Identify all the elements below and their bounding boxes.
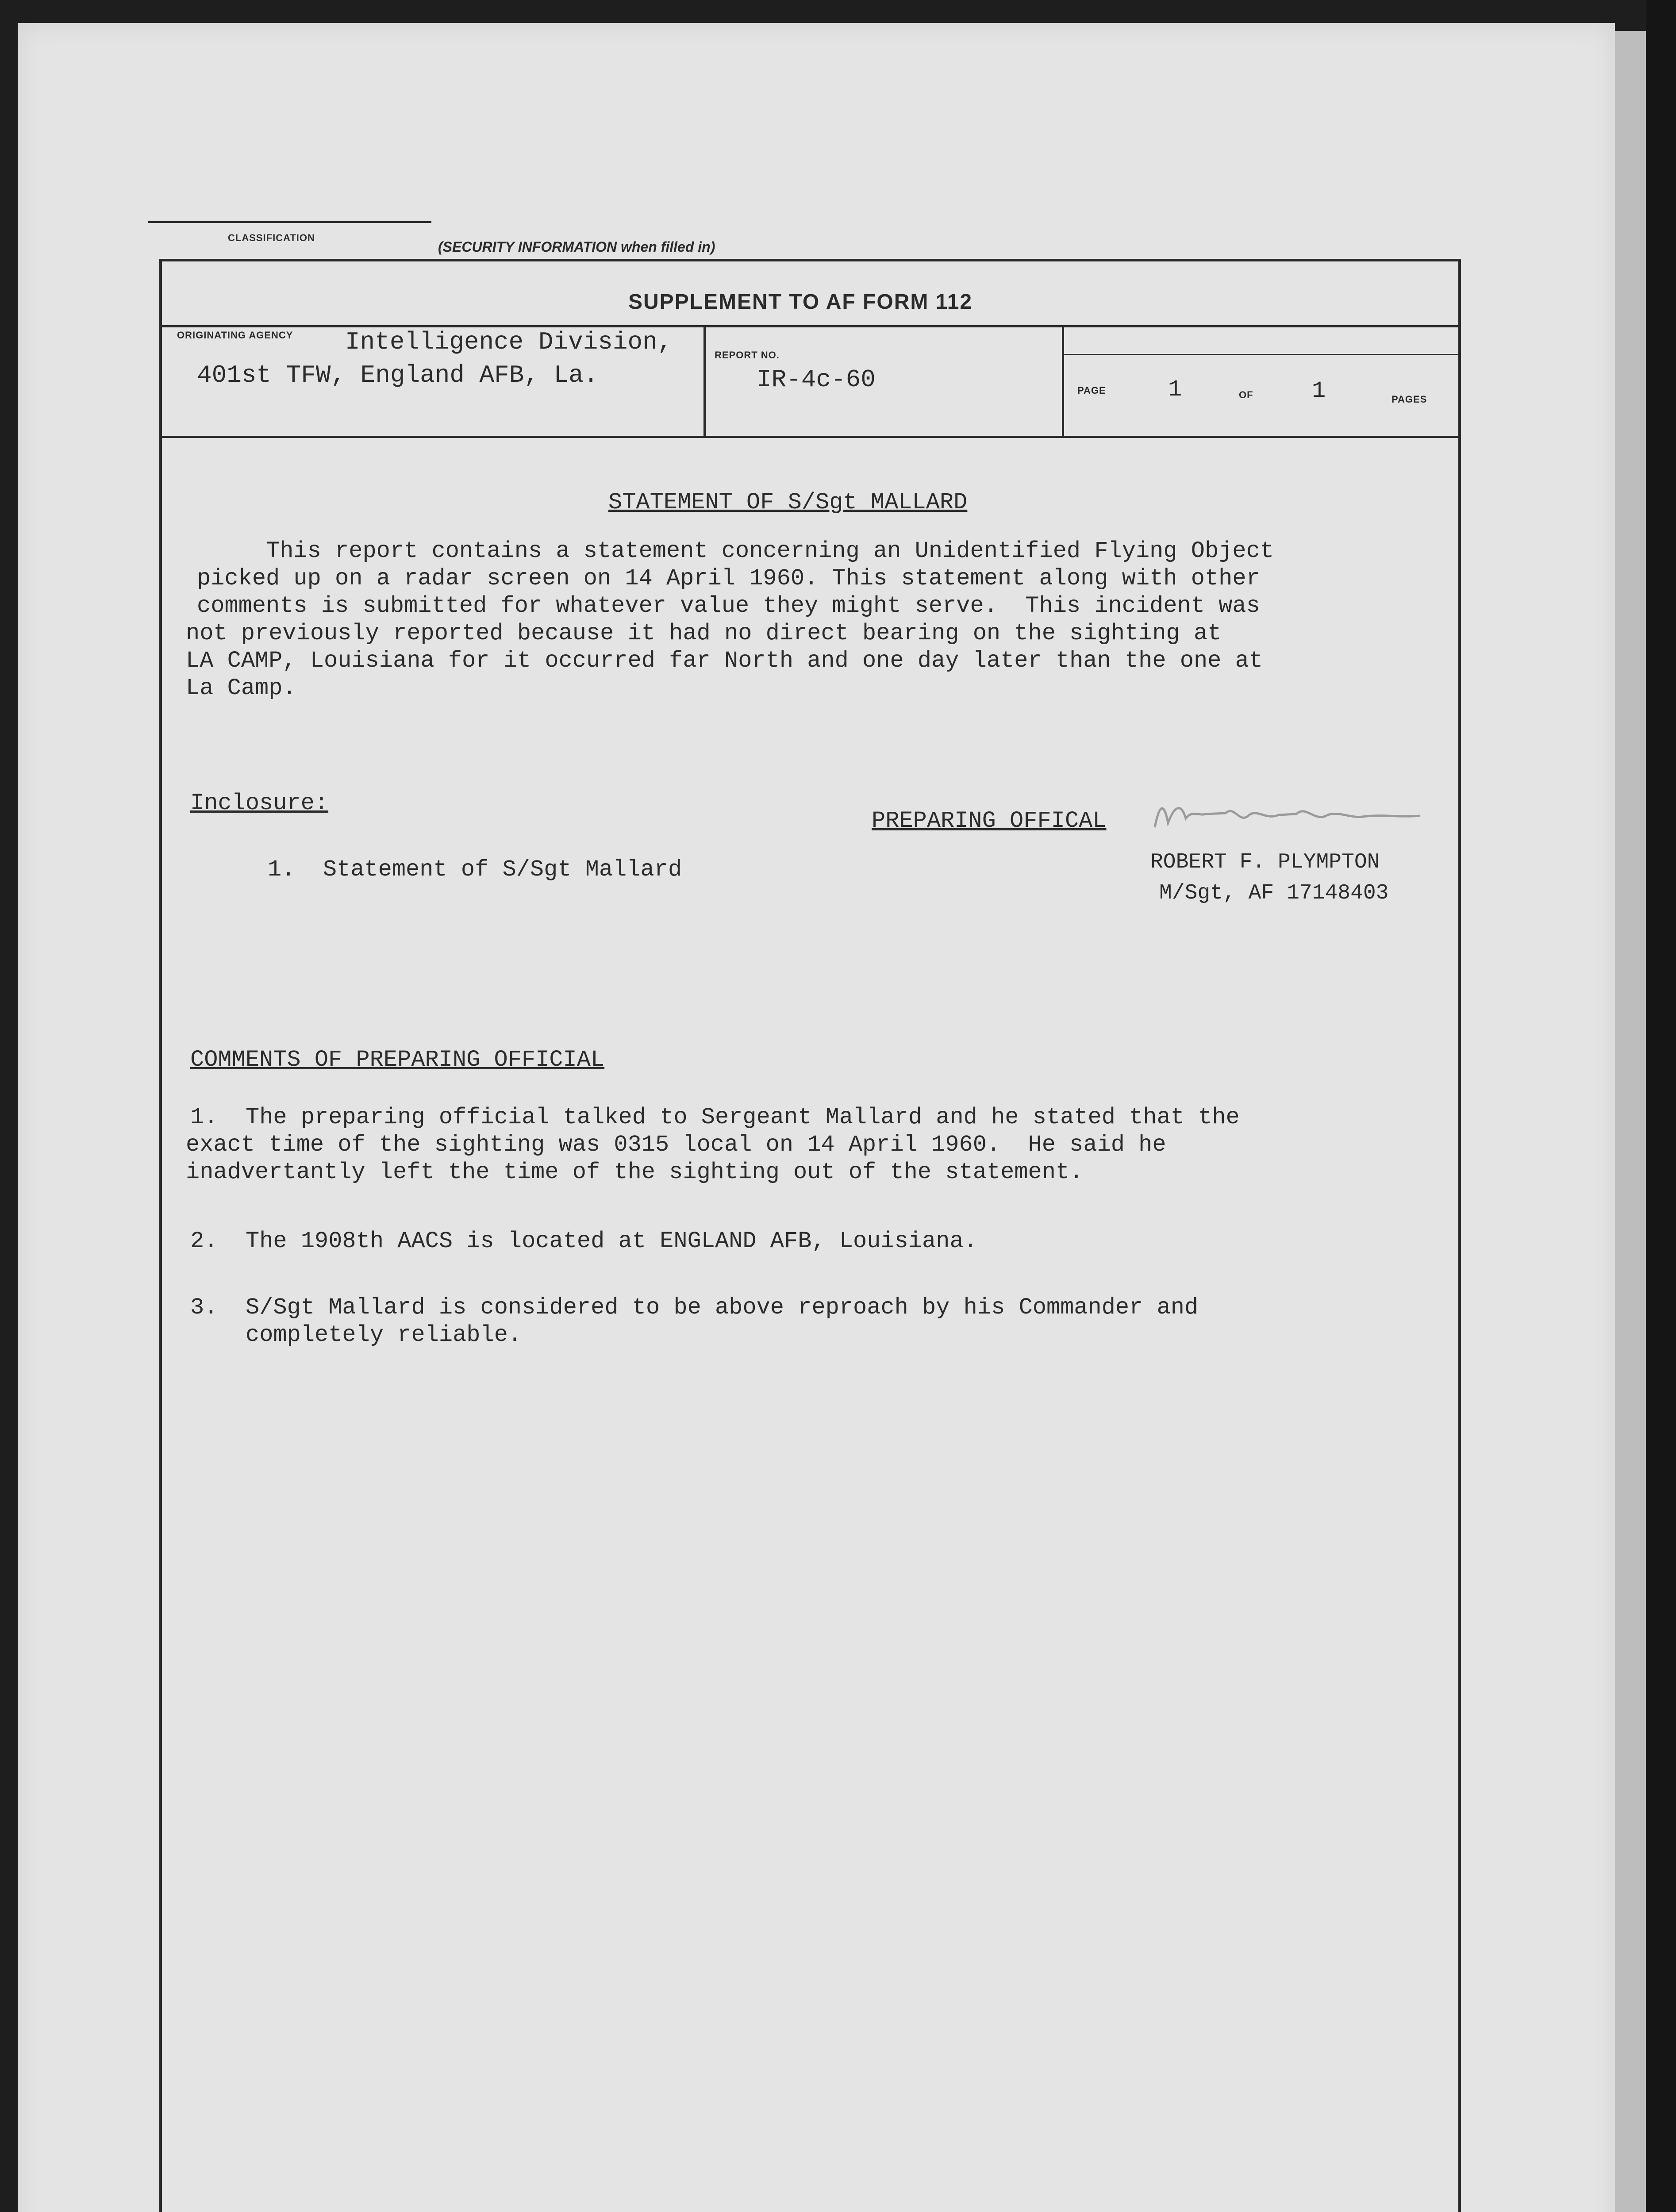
originating-agency-line1: Intelligence Division, [345, 328, 673, 356]
statement-line-4: not previously reported because it had no direct bearing on the sighting at [186, 620, 1222, 646]
header-divider [159, 436, 1458, 438]
page-label: PAGE [1077, 385, 1106, 396]
statement-line-5: LA CAMP, Louisiana for it occurred far North and one day later than the one at [186, 648, 1263, 674]
originating-agency-line2: 401st TFW, England AFB, La. [197, 361, 599, 389]
page-edge [1615, 31, 1646, 2212]
of-value: 1 [1312, 378, 1326, 404]
pages-label: PAGES [1392, 394, 1427, 405]
comments-heading: COMMENTS OF PREPARING OFFICIAL [190, 1047, 605, 1073]
statement-heading: STATEMENT OF S/Sgt MALLARD [608, 489, 968, 515]
preparing-official-rank: M/Sgt, AF 17148403 [1159, 881, 1389, 905]
report-no-value: IR-4c-60 [757, 365, 876, 394]
comment-1-line-3: inadvertantly left the time of the sighting out of the statement. [186, 1159, 1084, 1185]
statement-line-1: This report contains a statement concerning an Unidentified Flying Object [197, 538, 1274, 564]
comment-3-line-1: S/Sgt Mallard is considered to be above reproach by his Commander and [246, 1294, 1199, 1321]
comment-3-number: 3. [190, 1294, 218, 1321]
report-no-label: REPORT NO. [715, 349, 780, 361]
col-divider-2 [1062, 325, 1064, 436]
signature-image [1150, 796, 1434, 836]
comment-1-number: 1. [190, 1104, 218, 1130]
title-divider [159, 325, 1458, 327]
page-cell-line [1062, 354, 1458, 355]
classification-label: CLASSIFICATION [228, 232, 315, 243]
inclosure-label: Inclosure: [190, 790, 329, 816]
statement-line-2: picked up on a radar screen on 14 April 1960. This statement along with other [197, 565, 1260, 591]
preparing-official-name: ROBERT F. PLYMPTON [1150, 850, 1380, 874]
inclosure-item: 1. Statement of S/Sgt Mallard [268, 856, 682, 883]
col-divider-1 [703, 325, 706, 436]
comment-1-line-1: The preparing official talked to Sergeant Mallard and he stated that the [246, 1104, 1240, 1130]
comment-3-line-2: completely reliable. [246, 1322, 522, 1348]
security-note: (SECURITY INFORMATION when filled in) [438, 239, 715, 255]
statement-line-3: comments is submitted for whatever value they might serve. This incident was [197, 593, 1260, 619]
form-title: SUPPLEMENT TO AF FORM 112 [628, 290, 973, 314]
scan-border [1646, 0, 1676, 2212]
comment-1-line-2: exact time of the sighting was 0315 local on 14 April 1960. He said he [186, 1132, 1166, 1158]
comment-2-line-1: The 1908th AACS is located at ENGLAND AFB, Louisiana. [246, 1228, 977, 1254]
page-value: 1 [1168, 376, 1182, 403]
comment-2-number: 2. [190, 1228, 218, 1254]
preparing-official-label: PREPARING OFFICAL [872, 808, 1107, 834]
originating-agency-label: ORIGINATING AGENCY [177, 330, 293, 341]
classification-line [148, 221, 431, 223]
of-label: OF [1239, 389, 1253, 400]
statement-line-6: La Camp. [186, 675, 296, 701]
